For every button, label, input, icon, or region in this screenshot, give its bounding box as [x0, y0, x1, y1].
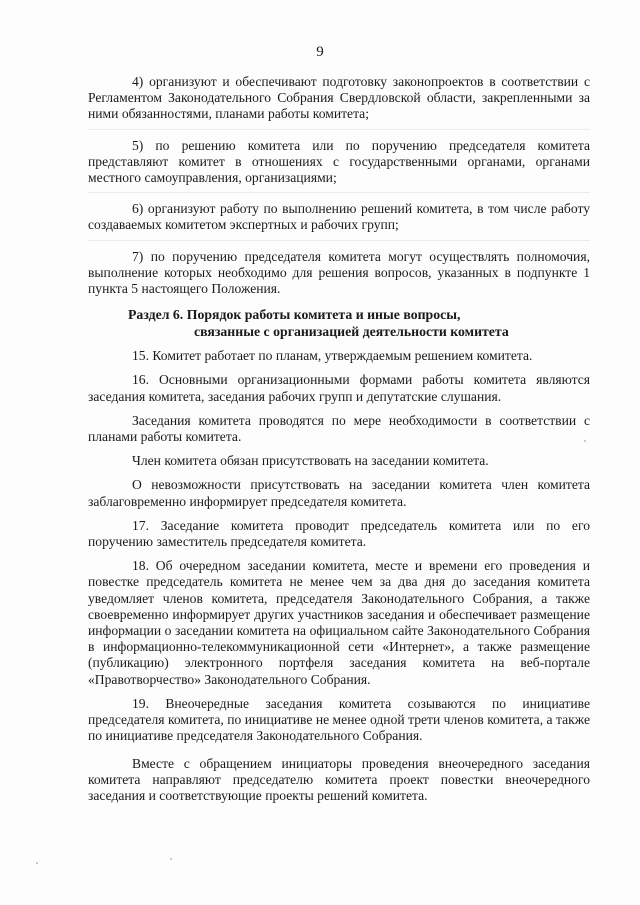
document-body	[88, 74, 590, 804]
scan-speck	[36, 862, 38, 864]
section-heading-line-2: связанные с организацией деятельности комитета	[194, 323, 509, 339]
paragraph-16-meetings: Заседания комитета проводятся по мере необходимости в соответствии с планами работы комитета.	[88, 412, 590, 445]
paragraph-item-7: 7) по поручению председателя комитета могут осуществлять полномочия, выполнение которых необходимо для решения вопросов, указанных в подпункте 1 пункта 5 настоящего Положения.	[88, 248, 590, 297]
paragraph-item-4: 4) организуют и обеспечивают подготовку законопроектов в соответствии с Регламентом Законодательного Собрания Свердловской области, закрепленными за ними обязанностями, планами работы комитета;	[88, 74, 590, 122]
scan-speck	[170, 858, 172, 860]
paragraph-item-6: 6) организуют работу по выполнению решений комитета, в том числе работу создаваемых комитетом экспертных и рабочих групп;	[88, 201, 590, 233]
paragraph-item-5: 5) по решению комитета или по поручению председателя комитета представляют комитет в отношениях с государственными органами, органами местного самоуправления, организациями;	[88, 137, 590, 186]
page-number: 9	[316, 44, 324, 60]
paragraph-16-attendance: Член комитета обязан присутствовать на заседании комитета.	[132, 453, 489, 469]
paragraph-16-absence: О невозможности присутствовать на заседании комитета член комитета заблаговременно информирует председателя комитета.	[88, 477, 590, 509]
paragraph-17: 17. Заседание комитета проводит председатель комитета или по его поручению заместитель председателя комитета.	[88, 517, 590, 550]
paragraph-16: 16. Основными организационными формами работы комитета являются заседания комитета, заседания рабочих групп и депутатские слушания.	[88, 372, 590, 404]
divider	[88, 129, 590, 130]
paragraph-18: 18. Об очередном заседании комитета, месте и времени его проведения и повестке председатель комитета не менее чем за два дня до заседания комитета уведомляет членов комитета, председателя Законодательного Собрания, а также своевременно информирует других участников заседания и обеспечивает размещение информации о заседании комитета на официальном сайте Законодательного Собрания в информационно-телекоммуникационной сети «Интернет», а также размещение (публикацию) электронного портфеля заседания комитета на веб-портале «Правотворчество» Законодательного Собрания.	[88, 558, 590, 687]
paragraph-15: 15. Комитет работает по планам, утверждаемым решением комитета.	[132, 348, 533, 364]
divider	[88, 192, 590, 193]
divider	[88, 240, 590, 241]
section-heading-line-1: Раздел 6. Порядок работы комитета и иные вопросы,	[128, 307, 461, 323]
paragraph-19-extra: Вместе с обращением инициаторы проведения внеочередного заседания комитета направляют председателю комитета проект повестки внеочередного заседания и соответствующие проекты решений комитета.	[88, 755, 590, 803]
paragraph-19: 19. Внеочередные заседания комитета созываются по инициативе председателя комитета, по инициативе не менее одной трети членов комитета, а также по инициативе председателя Законодательного Собрания.	[88, 695, 590, 744]
section-heading	[88, 307, 590, 340]
scan-speck	[584, 440, 586, 442]
